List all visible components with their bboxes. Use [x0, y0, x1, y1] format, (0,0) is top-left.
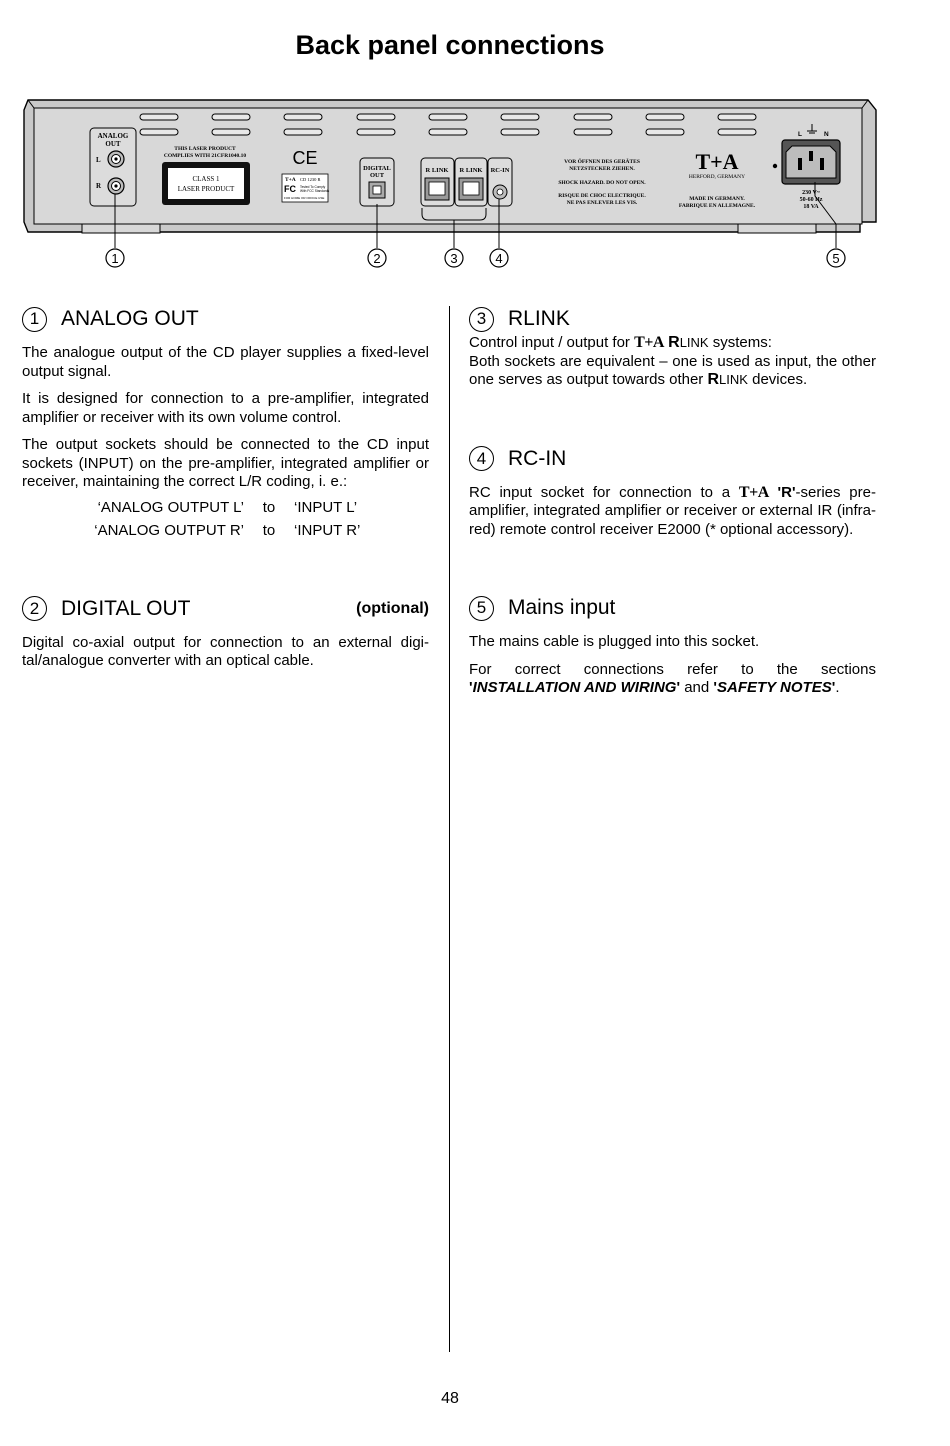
safety-warning: [558, 158, 646, 206]
section-heading: [22, 304, 429, 334]
right-column: [469, 304, 876, 698]
svg-text:18 VA: 18 VA: [803, 204, 819, 210]
section-analog-out: [22, 304, 429, 542]
svg-text:FOR HOME OR OFFICE USE: FOR HOME OR OFFICE USE: [284, 196, 325, 200]
callout-3: [445, 249, 463, 267]
paragraph: RC input socket for connection to a T+A 'R'-series pre-amplifier, integrated amplifier or receiver or external IR (infra-red) remote control receiver E2000 (* optional accessory).: [469, 483, 876, 538]
section-digital-out: [22, 594, 429, 671]
section-rlink: [469, 304, 876, 390]
svg-text:N: N: [824, 131, 829, 138]
paragraph: It is designed for connection to a pre-amplifier, integrated amplifier or receiver with its own volume control.: [22, 390, 429, 426]
mapping-row: ‘ANALOG OUTPUT R’ to ‘INPUT R’: [94, 521, 361, 539]
left-column: [22, 304, 429, 671]
back-panel-diagram: [20, 96, 880, 272]
section-number: 5: [469, 596, 494, 621]
svg-text:With FCC Standards: With FCC Standards: [300, 189, 330, 193]
rca-jack-r: [108, 178, 124, 194]
cross-reference: SAFETY NOTES: [716, 679, 832, 696]
paragraph: Digital co-axial output for connection to an external digi-tal/analogue converter with an optical cable.: [22, 633, 429, 669]
paragraph: The analogue output of the CD player supplies a fixed-level output signal.: [22, 344, 429, 380]
mapping-row: ‘ANALOG OUTPUT L’ to ‘INPUT L’: [97, 498, 358, 516]
svg-text:T+A: T+A: [285, 177, 296, 183]
brand-logo: T+A: [634, 334, 664, 351]
page-title: Back panel connections: [295, 30, 605, 60]
svg-text:FABRIQUE EN ALLEMAGNE.: FABRIQUE EN ALLEMAGNE.: [678, 203, 756, 209]
cross-reference: INSTALLATION AND WIRING: [472, 679, 677, 696]
section-number: 2: [22, 596, 47, 621]
svg-text:50-60 Hz: 50-60 Hz: [799, 197, 823, 203]
rlink-socket-1: [425, 178, 449, 200]
svg-text:CD 1230 R: CD 1230 R: [300, 177, 321, 182]
digital-out-panel-label: DIGITAL: [363, 165, 391, 172]
section-heading: [469, 444, 876, 474]
section-title: RC-IN: [508, 446, 567, 470]
svg-text:OUT: OUT: [369, 172, 385, 179]
section-title: ANALOG OUT: [61, 307, 199, 330]
section-title: RLINK: [508, 307, 570, 330]
fcc-logo: FC: [284, 184, 296, 194]
mains-iec-socket: [782, 140, 840, 184]
callout-5: [827, 249, 845, 267]
svg-text:RISQUE DE CHOC ELECTRIQUE.: RISQUE DE CHOC ELECTRIQUE.: [558, 193, 646, 199]
section-heading: [469, 304, 876, 334]
svg-text:NE PAS ENLEVER LES VIS.: NE PAS ENLEVER LES VIS.: [566, 200, 638, 206]
callout-2: [368, 249, 386, 267]
section-number: 1: [22, 307, 47, 332]
svg-text:HERFORD, GERMANY: HERFORD, GERMANY: [688, 174, 746, 180]
rlink-socket-2: [459, 178, 483, 200]
section-rc-in: [469, 444, 876, 540]
section-heading: [22, 594, 429, 624]
optional-note: (optional): [356, 599, 429, 617]
optical-socket: [369, 182, 385, 198]
analog-out-panel-label: ANALOG: [97, 132, 129, 140]
svg-text:THIS LASER PRODUCT: THIS LASER PRODUCT: [174, 146, 236, 152]
svg-text:Tested To Comply: Tested To Comply: [300, 185, 326, 189]
page-number: 48: [441, 1390, 459, 1407]
brand-logo: T+A: [738, 483, 769, 501]
paragraph: The output sockets should be connected to the CD input sockets (INPUT) on the pre-amplifier, integrated amplifier or receiver, maintaining the correct L/R coding, i. e.:: [22, 436, 429, 490]
rca-jack-l: [108, 151, 124, 167]
section-number: 3: [469, 307, 494, 332]
svg-text:230 V~: 230 V~: [802, 190, 820, 196]
svg-text:L: L: [96, 156, 101, 164]
svg-text:SHOCK HAZARD. DO NOT OPEN.: SHOCK HAZARD. DO NOT OPEN.: [558, 180, 646, 186]
column-divider: [449, 306, 450, 1352]
callout-4: [490, 249, 508, 267]
svg-text:NETZSTECKER ZIEHEN.: NETZSTECKER ZIEHEN.: [569, 166, 635, 172]
section-mains-input: [469, 593, 876, 698]
section-heading: [469, 593, 876, 623]
section-number: 4: [469, 446, 494, 471]
svg-text:5: 5: [832, 251, 840, 266]
svg-text:OUT: OUT: [105, 140, 121, 148]
brand-logo: T+A: [695, 149, 739, 174]
svg-text:CLASS 1: CLASS 1: [192, 175, 220, 183]
svg-text:3: 3: [450, 251, 458, 266]
svg-text:VOR ÖFFNEN DES GERÄTES: VOR ÖFFNEN DES GERÄTES: [564, 159, 640, 165]
svg-text:MADE IN GERMANY.: MADE IN GERMANY.: [689, 196, 745, 202]
svg-text:4: 4: [495, 251, 503, 266]
paragraph: Control input / output for T+A RLINK systems: Both sockets are equivalent – one is used as input, the other one serves as output towards other RLINK devices.: [469, 334, 876, 388]
rc-in-jack: [493, 185, 507, 199]
svg-text:COMPLIES WITH 21CFR1040.10: COMPLIES WITH 21CFR1040.10: [163, 153, 247, 159]
svg-text:1: 1: [111, 251, 119, 266]
paragraph: The mains cable is plugged into this socket.: [469, 633, 760, 650]
svg-text:L: L: [798, 131, 802, 138]
svg-text:R: R: [96, 182, 102, 190]
paragraph: For correct connections refer to the sections 'INSTALLATION AND WIRING' and 'SAFETY NOTES'.: [469, 660, 876, 696]
callout-1: [106, 249, 124, 267]
rlink-panel-label-1: R LINK: [425, 167, 449, 174]
section-title: Mains input: [508, 596, 616, 619]
rlink-panel-label-2: R LINK: [459, 167, 483, 174]
svg-text:LASER PRODUCT: LASER PRODUCT: [177, 185, 235, 193]
svg-text:2: 2: [373, 251, 381, 266]
section-title: DIGITAL OUT: [61, 596, 191, 620]
lr-mapping-table: [22, 496, 429, 542]
rc-in-panel-label: RC-IN: [490, 167, 510, 174]
ce-mark: CE: [292, 148, 318, 168]
